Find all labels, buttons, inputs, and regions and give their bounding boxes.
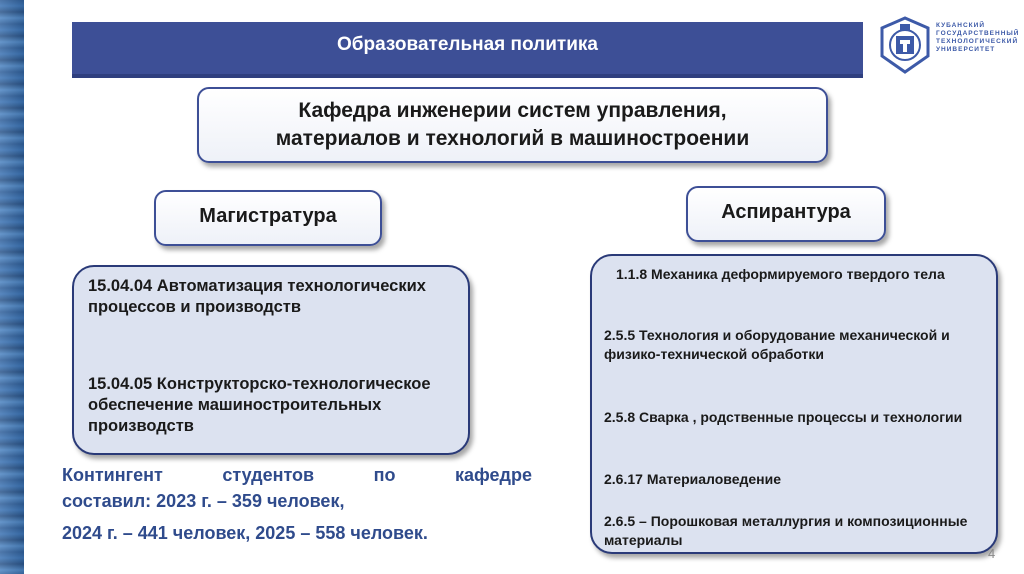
- magistratura-label: Магистратура: [199, 205, 337, 227]
- list-item: 15.04.05 Конструкторско-технологическое обеспечение машиностроительных производств: [88, 375, 431, 435]
- contingent-line-3: 2024 г. – 441 человек, 2025 – 558 человек.: [62, 523, 428, 543]
- list-item: 2.6.17 Материаловедение: [604, 471, 782, 487]
- university-logo-text: КУБАНСКИЙ ГОСУДАРСТВЕННЫЙ ТЕХНОЛОГИЧЕСКИЙ УНИВЕРСИТЕТ: [936, 22, 1020, 53]
- page-title: Образовательная политика: [337, 34, 598, 55]
- department-title: Кафедра инженерии систем управления, материалов и технологий в машиностроении: [275, 99, 750, 150]
- magistratura-program-list: [72, 265, 470, 455]
- student-contingent-text: [62, 462, 532, 546]
- list-item: 2.6.5 – Порошковая металлургия и композиционные материалы: [604, 513, 968, 548]
- contingent-line-2: составил: 2023 г. – 359 человек,: [62, 491, 345, 511]
- magistratura-heading-box: [154, 190, 382, 246]
- list-item: 2.5.8 Сварка , родственные процессы и технологии: [604, 409, 963, 425]
- title-bar: [72, 22, 863, 78]
- aspirantura-program-list: [590, 254, 998, 554]
- department-box: [197, 87, 828, 163]
- list-item: 1.1.8 Механика деформируемого твердого тела: [616, 266, 945, 282]
- contingent-line-1: Контингент студентов по кафедре: [62, 465, 532, 485]
- list-item: 2.5.5 Технология и оборудование механической и физико-технической обработки: [604, 327, 950, 362]
- decorative-side-strip: [0, 0, 24, 574]
- aspirantura-heading-box: [686, 186, 886, 242]
- page-number: 4: [988, 546, 996, 561]
- aspirantura-label: Аспирантура: [721, 201, 851, 223]
- list-item: 15.04.04 Автоматизация технологических процессов и производств: [88, 277, 426, 316]
- university-logo-icon: [878, 16, 932, 74]
